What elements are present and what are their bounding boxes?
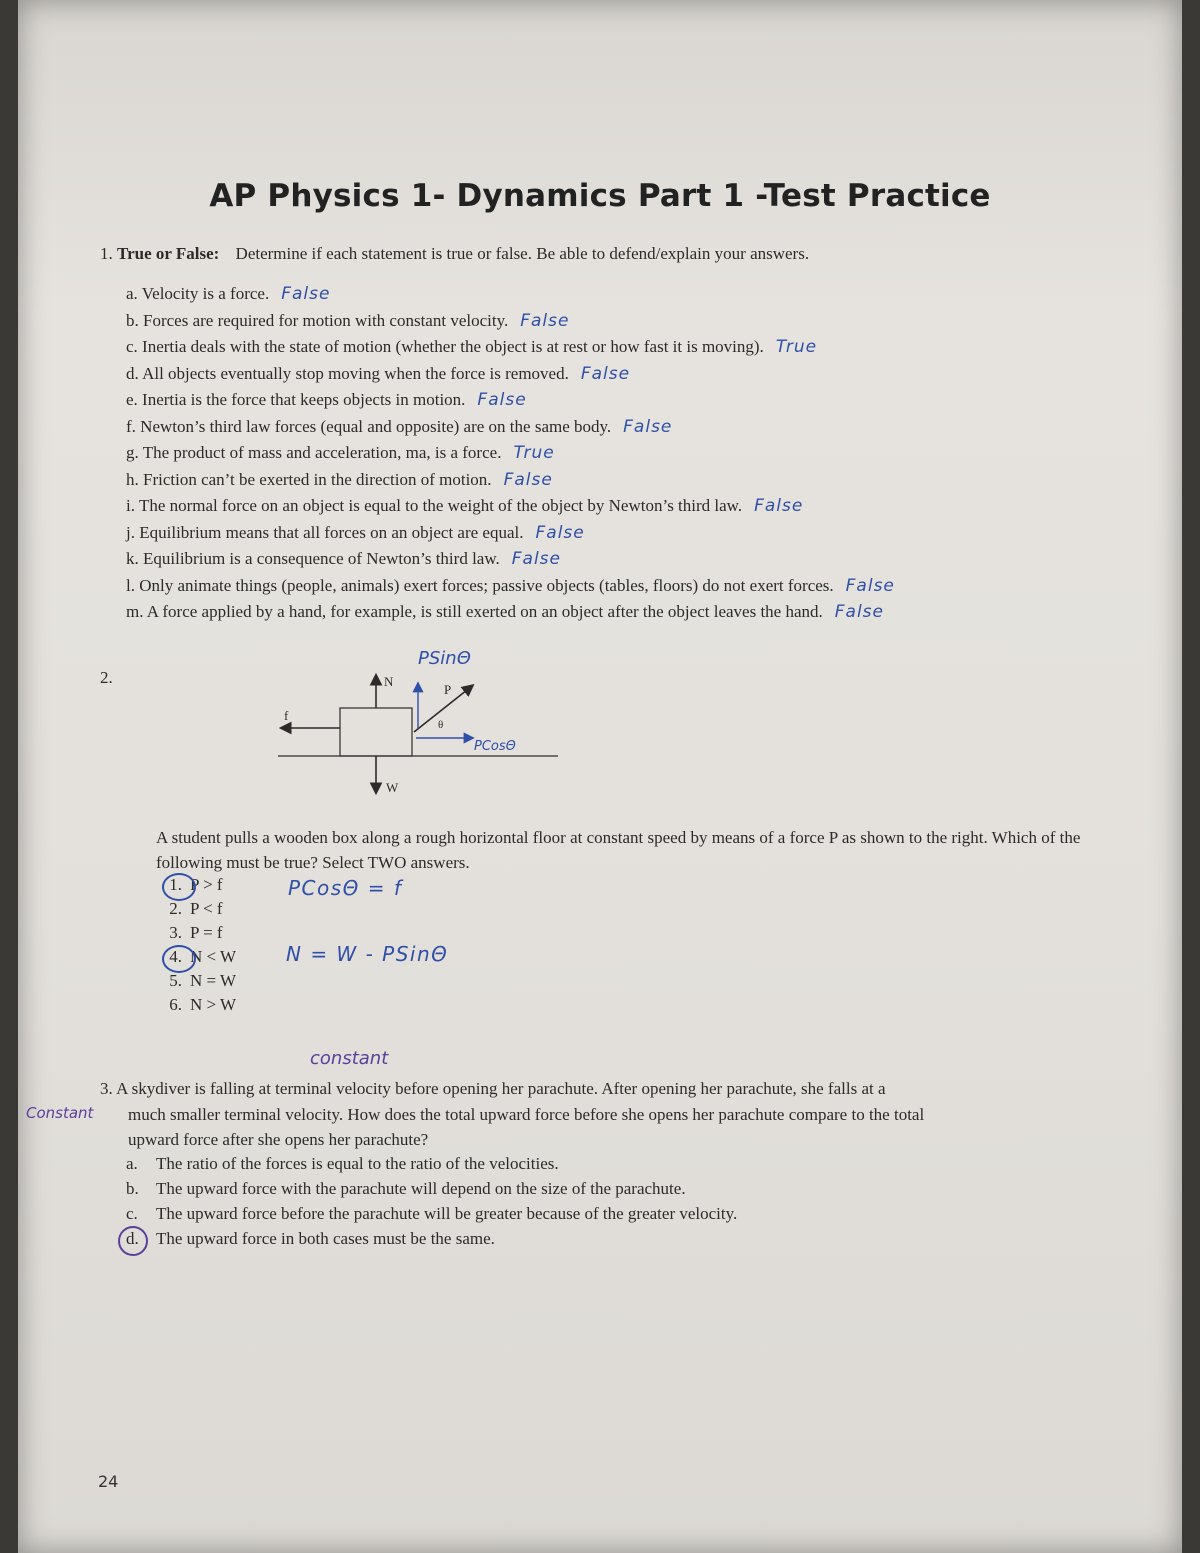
handwritten-answer: False [535, 522, 585, 543]
item-text: Only animate things (people, animals) exert forces; passive objects (tables, floors) do not exert forces. [139, 575, 834, 595]
handwritten-work-1: PCosΘ = f [288, 876, 403, 900]
item-text: Equilibrium is a consequence of Newton’s third law. [143, 549, 500, 568]
item-letter: l. [126, 575, 135, 595]
handwritten-answer: False [845, 575, 895, 596]
handwritten-answer: False [520, 310, 570, 331]
pcos-annotation: PCosΘ [474, 739, 516, 754]
item-text: Velocity is a force. [141, 284, 270, 303]
list-item [126, 576, 1166, 603]
question-2-number: 2. [100, 668, 113, 687]
list-item [154, 923, 236, 947]
handwritten-answer: False [580, 363, 631, 384]
item-text: Equilibrium means that all forces on an object are equal. [139, 522, 524, 542]
list-item [126, 417, 1166, 444]
item-text: Forces are required for motion with constant velocity. [143, 310, 509, 330]
question-1-number: 1. [100, 244, 113, 263]
list-item [126, 496, 1166, 523]
list-item [126, 1154, 737, 1179]
list-item [154, 971, 236, 995]
item-letter: k. [126, 549, 139, 568]
answer-circle [162, 945, 196, 973]
list-item [126, 390, 1166, 417]
option-number: 4. [169, 947, 182, 966]
option-letter: c. [126, 1204, 138, 1223]
option-text: P = f [190, 923, 223, 942]
handwritten-note-constant: constant [310, 1048, 389, 1069]
option-text: N < W [190, 947, 237, 966]
list-item [154, 875, 236, 899]
handwritten-answer: False [281, 284, 331, 304]
handwritten-answer: False [477, 390, 527, 410]
page-title: AP Physics 1- Dynamics Part 1 -Test Practice [209, 178, 991, 214]
question-3-options [126, 1154, 737, 1254]
item-letter: b. [126, 310, 139, 330]
item-text: All objects eventually stop moving when the force is removed. [142, 363, 569, 383]
page-number: 24 [98, 1472, 119, 1491]
list-item [126, 284, 1166, 311]
question-3-prompt [100, 1076, 1150, 1153]
answer-circle [162, 873, 196, 901]
handwritten-answer: False [834, 602, 885, 622]
psin-annotation: PSinΘ [418, 648, 471, 669]
list-item [126, 523, 1166, 550]
list-item [126, 1179, 737, 1204]
worksheet-page [18, 0, 1182, 1553]
list-item [126, 311, 1166, 338]
handwritten-answer: True [775, 337, 818, 357]
option-text: The upward force before the parachute will be greater because of the greater velocity. [155, 1204, 738, 1223]
option-letter: b. [126, 1179, 139, 1198]
question-3-line: upward force after she opens her parachute? [128, 1130, 429, 1149]
item-letter: a. [126, 284, 138, 303]
question-3-line: A skydiver is falling at terminal velocity before opening her parachute. After opening her parachute, she falls at a [116, 1079, 886, 1098]
item-text: Newton’s third law forces (equal and opposite) are on the same body. [140, 416, 612, 436]
item-text: Inertia deals with the state of motion (whether the object is at rest or how fast it is moving). [142, 337, 764, 356]
item-letter: d. [126, 363, 139, 383]
item-text: The product of mass and acceleration, ma, is a force. [142, 443, 502, 462]
list-item [126, 549, 1166, 576]
item-letter: e. [126, 390, 138, 409]
handwritten-answer: False [511, 549, 562, 569]
option-number: 6. [169, 995, 182, 1014]
answer-circle [118, 1226, 148, 1256]
list-item [126, 1229, 737, 1254]
list-item [126, 470, 1166, 497]
option-text: N = W [190, 971, 237, 990]
question-3-line: much smaller terminal velocity. How does the total upward force before she opens her parachute compare to the total [128, 1104, 925, 1124]
option-text: N > W [190, 995, 237, 1014]
option-number: 2. [169, 899, 182, 918]
handwritten-work-2: N = W - PSinΘ [286, 942, 449, 966]
item-text: Friction can’t be exerted in the direction of motion. [143, 469, 492, 489]
question-2-options [154, 875, 236, 1019]
item-letter: j. [126, 522, 135, 542]
list-item [154, 995, 236, 1019]
theta-label: θ [438, 719, 444, 731]
option-text: The upward force in both cases must be the same. [155, 1229, 495, 1248]
item-letter: f. [126, 416, 136, 436]
normal-label: N [384, 674, 394, 689]
option-text: P > f [190, 875, 223, 894]
handwritten-margin-note: Constant [26, 1104, 94, 1122]
weight-label: W [386, 780, 399, 795]
list-item [126, 602, 1166, 629]
box-shape [340, 708, 412, 756]
option-number: 1. [169, 875, 182, 894]
question-1-label: True or False: [117, 244, 220, 263]
option-letter: d. [126, 1229, 139, 1248]
item-letter: h. [126, 469, 139, 489]
list-item [154, 947, 236, 971]
handwritten-answer: False [623, 416, 673, 437]
option-text: The ratio of the forces is equal to the ratio of the velocities. [155, 1154, 559, 1173]
handwritten-answer: False [503, 469, 553, 490]
item-letter: i. [126, 496, 135, 515]
list-item [126, 337, 1166, 364]
option-letter: a. [126, 1154, 138, 1173]
list-item [126, 443, 1166, 470]
item-text: Inertia is the force that keeps objects in motion. [142, 390, 466, 409]
true-false-list [126, 284, 1166, 629]
list-item [154, 899, 236, 923]
friction-label: f [284, 708, 289, 723]
pull-label: P [444, 682, 452, 697]
option-number: 5. [169, 971, 182, 990]
option-number: 3. [169, 923, 182, 942]
force-diagram [258, 640, 578, 810]
list-item [126, 1204, 737, 1229]
question-1-instruction: Determine if each statement is true or false. Be able to defend/explain your answers. [235, 244, 810, 263]
list-item [126, 364, 1166, 391]
option-text: P < f [190, 899, 223, 918]
item-letter: c. [126, 337, 138, 356]
item-text: The normal force on an object is equal to the weight of the object by Newton’s third law. [138, 496, 743, 515]
question-1-header [100, 244, 809, 264]
handwritten-answer: False [754, 496, 804, 516]
item-text: A force applied by a hand, for example, is still exerted on an object after the object leaves the hand. [146, 602, 823, 621]
item-letter: m. [126, 602, 144, 621]
question-2-prompt: A student pulls a wooden box along a rough horizontal floor at constant speed by means of a force P as shown to the right. Which of the following must be true? Select TWO answers. [156, 828, 1081, 872]
question-3-number: 3. [100, 1079, 113, 1098]
option-text: The upward force with the parachute will depend on the size of the parachute. [155, 1179, 686, 1198]
handwritten-answer: True [513, 443, 555, 463]
item-letter: g. [126, 443, 139, 462]
